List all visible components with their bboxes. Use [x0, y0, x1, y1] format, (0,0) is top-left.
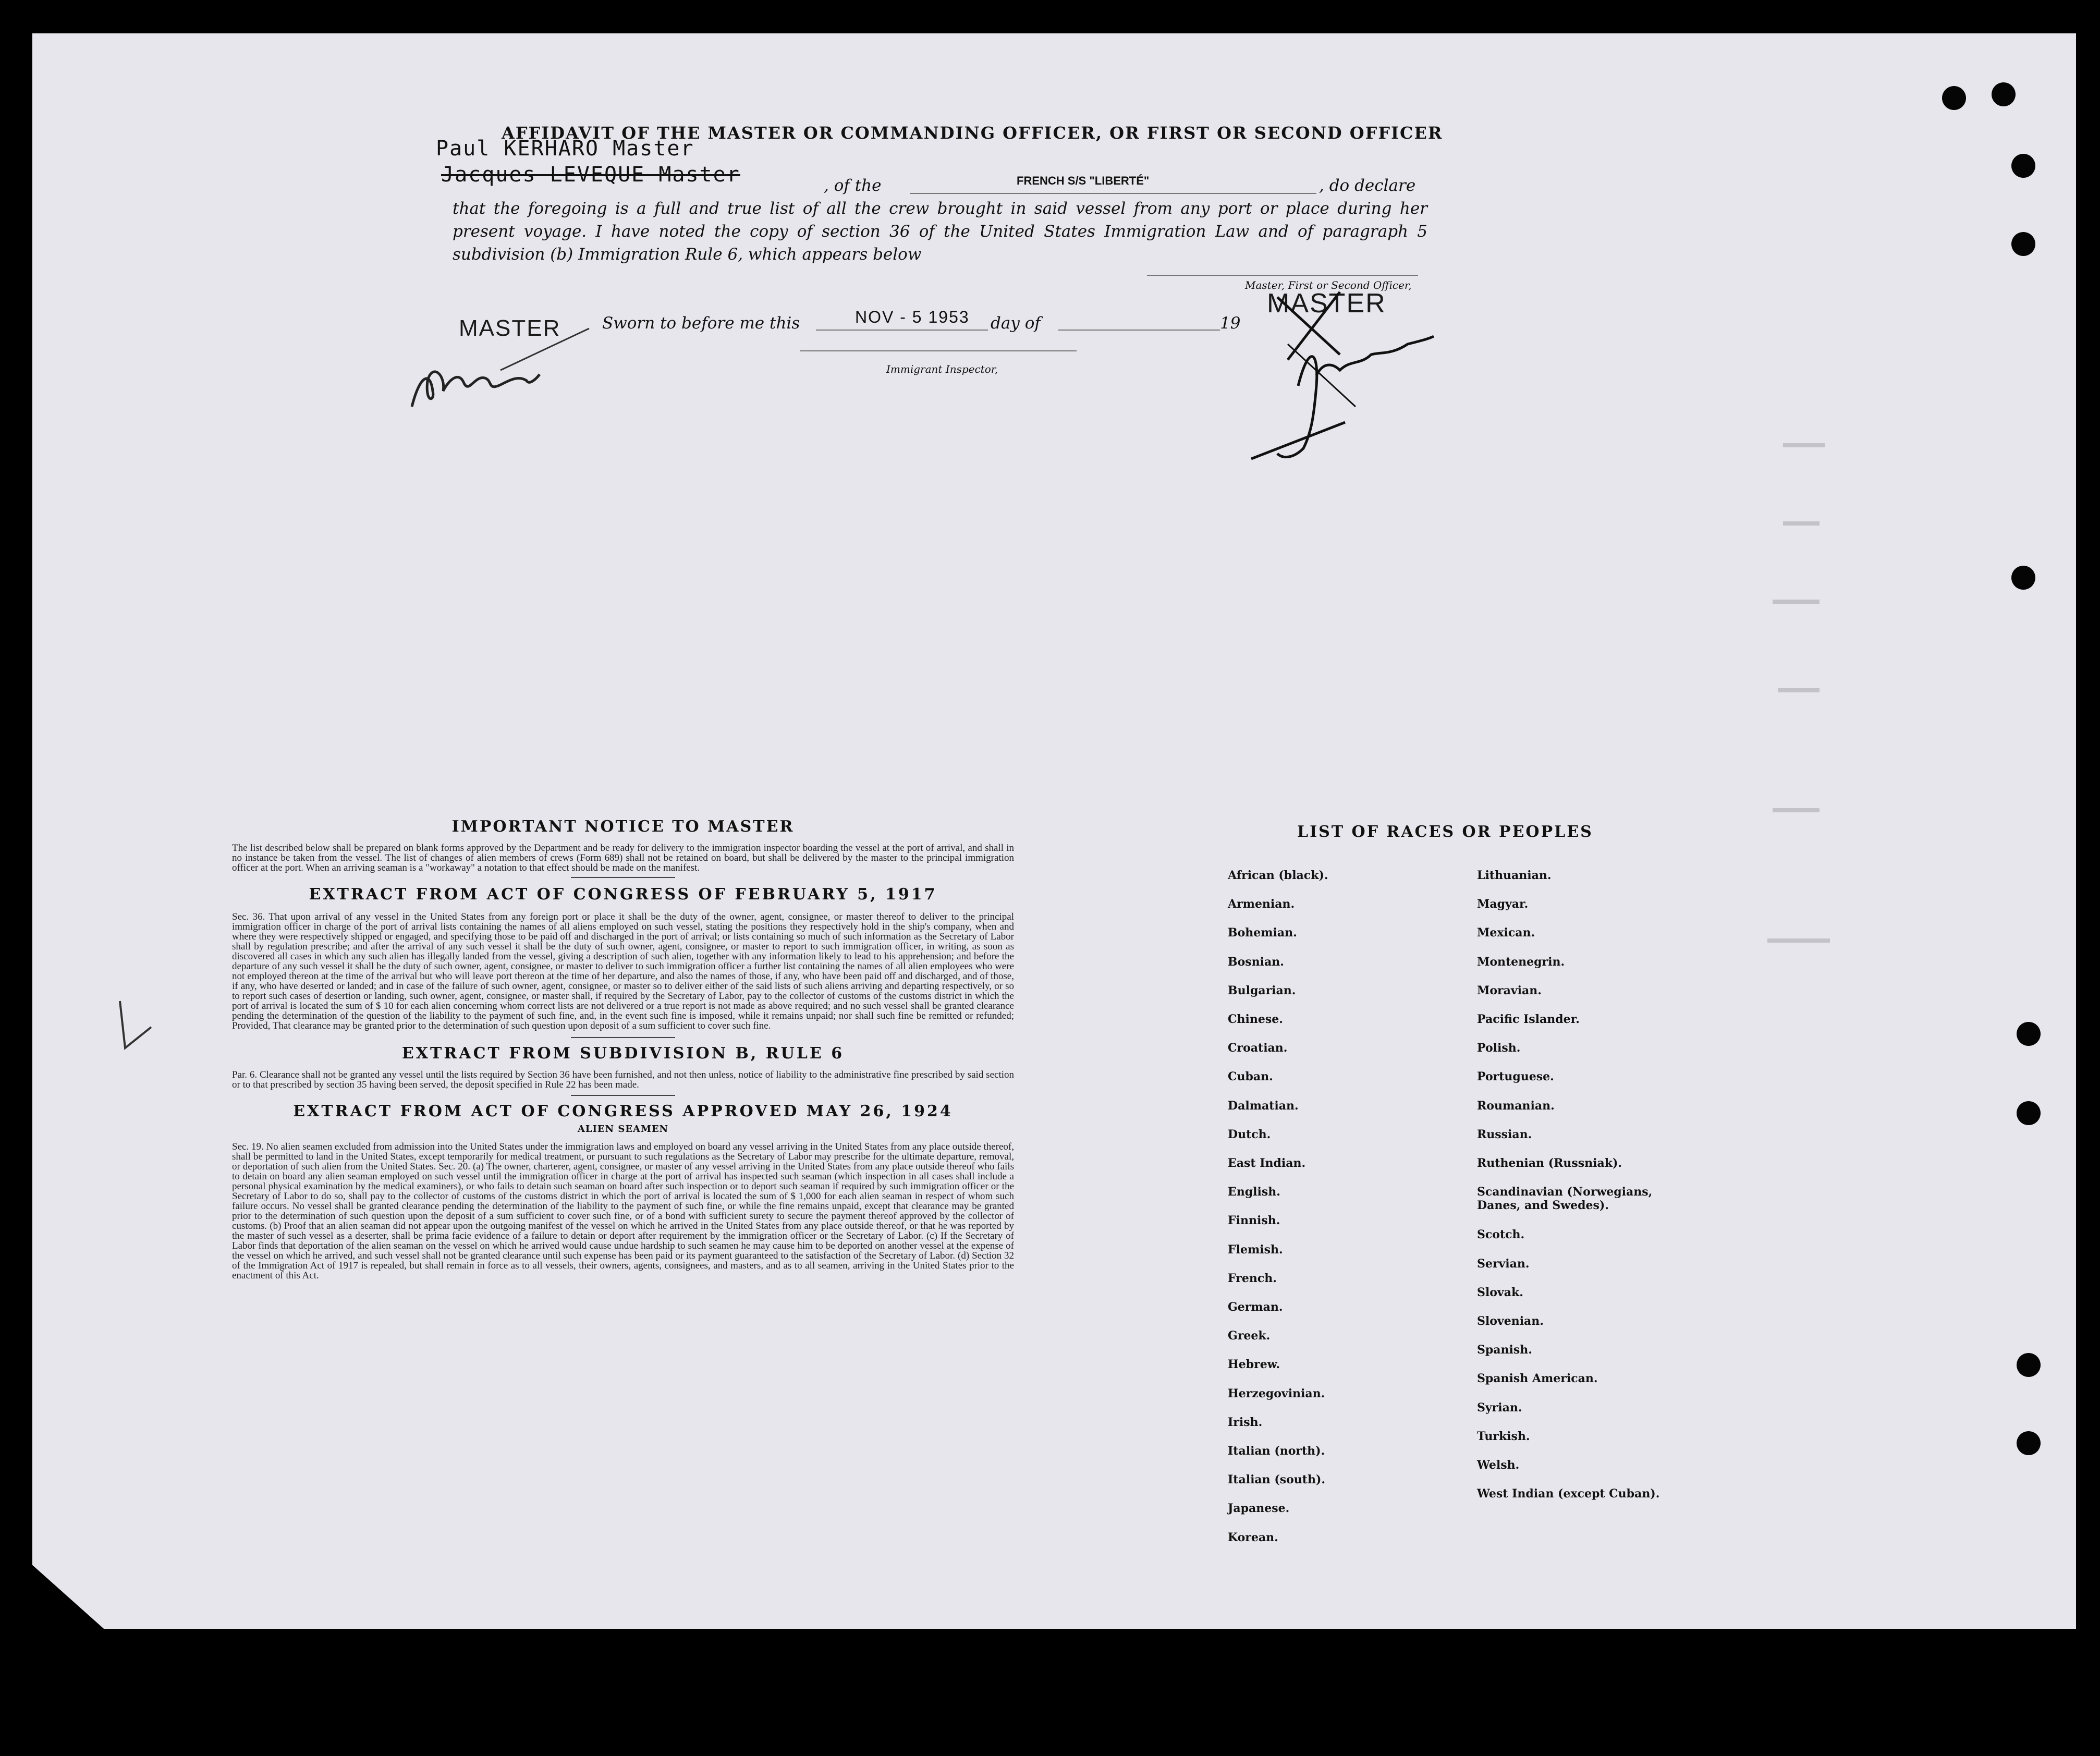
master-stamp-left: MASTER [459, 315, 561, 341]
race-entry: Spanish American. [1477, 1372, 1598, 1386]
race-entry: Welsh. [1477, 1458, 1520, 1472]
race-entry: Cuban. [1228, 1070, 1273, 1084]
bleed-through-mark [1773, 808, 1820, 812]
extract-1917-title: EXTRACT FROM ACT OF CONGRESS OF FEBRUARY 5, 1917 [309, 885, 937, 904]
race-entry: Irish. [1228, 1415, 1263, 1429]
punch-hole [2011, 566, 2035, 590]
affidavit-body: that the foregoing is a full and true list of all the crew brought in said vessel from any port or place during her present voyage. I have noted the copy of section 36 of the United States Immigration Law and of paragraph 5 subdivision (b) Immigration Rule 6, which appears below [453, 199, 1427, 264]
officer-signature-line [1147, 275, 1418, 276]
notice-paragraph: The list described below shall be prepared on blank forms approved by the Department and be ready for delivery to the immigration inspector boarding the vessel at the port of arrival, and shall in no instance be taken from the vessel. The list of changes of alien members of crews (Form 689) shall not be retained on board, but shall be delivered by the master to the principal immigration officer at the port. When an arriving seaman is a "workaway" a notation to that effect should be made on the manifest. [232, 843, 1014, 873]
extract-1924-text: Sec. 19. No alien seamen excluded from admission into the United States under the immigration laws and employed on board any vessel arriving in the United States from any place outside thereof, shall be permitted to land in the United States, except temporarily for medical treatment, or pursuant to such regulations as the Secretary of Labor may prescribe for the ultimate departure, removal, or deportation of such alien from the United States. Sec. 20. (a) The owner, charterer, agent, consignee, or master of any vessel arriving in the United States from any place outside thereof who fails to detain on board any alien seaman employed on such vessel until the immigration officer in charge at the port of arrival has inspected such seaman (which inspection in all cases shall include a personal physical examination by the medical examiners), or who fails to detain such seaman on board after such inspection or to deport such seaman if required by such immigration officer or the Secretary of Labor to do so, shall pay to the collector of customs of the customs district in which the port of arrival is located the sum of $ 1,000 for each alien seaman in respect of whom such failure occurs. No vessel shall be granted clearance pending the determination of the liability to the payment of such fine, or while the fine remains unpaid, except that clearance may be granted prior to the determination of such question upon the deposit of a sum sufficient to cover such fine, or of a bond with sufficient surety to secure the payment thereof approved by the collector of customs. (b) Proof that an alien seaman did not appear upon the outgoing manifest of the vessel on which he arrived in the United States from any place outside thereof, or that he was reported by the master of such vessel as a deserter, shall be prima facie evidence of a failure to detain or deport after requirement by the immigration officer or the Secretary of Labor. (c) If the Secretary of Labor finds that deportation of the alien seaman on the vessel on which he arrived would cause undue hardship to such seamen he may cause him to be deported on another vessel at the expense of the vessel on which he arrived, and such vessel shall not be granted clearance until such expense has been paid or its payment guaranteed to the satisfaction of the Secretary of Labor. (d) Section 32 of the Immigration Act of 1917 is repealed, but shall remain in force as to all vessels, their owners, agents, consignees, and masters, and as to all seamen, arriving in the United States prior to the enactment of this Act. [232, 1141, 1014, 1281]
race-entry: West Indian (except Cuban). [1477, 1487, 1660, 1501]
notice-column [232, 818, 1014, 1281]
extract-1917-text: Sec. 36. That upon arrival of any vessel in the United States from any foreign port or place it shall be the duty of the owner, agent, consignee, or master thereof to deliver to the principal immigration officer in charge of the port of arrival lists containing the names of all aliens employed on such vessel, stating the positions they respectively hold in the ship's company, when and where they were respectively shipped or engaged, and specifying those to be paid off and discharged in the port of arrival; or lists containing so much of such information as the Secretary of Labor shall by regulation prescribe; and after the arrival of any such vessel it shall be the duty of such owner, agent, consignee, or master to report to such immigration officer, in writing, as soon as discovered all cases in which any such alien has illegally landed from the vessel, giving a description of such alien, together with any information likely to lead to his apprehension; and before the departure of any such vessel it shall be the duty of such owner, agent, consignee, or master to deliver to such immigration officer a further list containing the names of all alien employees who were not employed thereon at the time of the arrival but who will leave port thereon at the time of her departure, and also the names of those, if any, who have been paid off and discharged, and of those, if any, who have deserted or landed; and in case of the failure of such owner, agent, consignee, or master so to deliver either of the said lists of such aliens arriving and departing respectively, or so to report such cases of desertion or landing, such owner, agent, consignee, or master shall, if required by the Secretary of Labor, pay to the collector of customs of the customs district in which the port of arrival is located the sum of $ 10 for each alien concerning whom correct lists are not delivered or a true report is not made as above required; and no such vessel shall be granted clearance pending the determination of the question of the liability to the payment of such fine, and, in the event such fine is imposed, while it remains unpaid; nor shall such fine be remitted or refunded; Provided, That clearance may be granted prior to the determination of such question upon deposit of a sum sufficient to cover such fine. [232, 911, 1014, 1031]
race-entry: African (black). [1228, 869, 1328, 882]
margin-tick-mark [109, 996, 156, 1053]
race-entry: Mexican. [1477, 926, 1535, 940]
race-entry: Spanish. [1477, 1343, 1532, 1357]
race-entry: Moravian. [1477, 983, 1542, 997]
race-entry: Montenegrin. [1477, 955, 1565, 969]
race-entry: East Indian. [1228, 1156, 1306, 1170]
year-prefix: 19 [1220, 314, 1241, 333]
punch-hole [2017, 1431, 2041, 1455]
vessel-name: FRENCH S/S "LIBERTÉ" [1017, 174, 1150, 187]
race-entry: Flemish. [1228, 1242, 1283, 1257]
inspector-signature-line [800, 350, 1077, 351]
race-entry: Bosnian. [1228, 955, 1284, 969]
typed-master-name: Paul KERHARO Master [436, 137, 694, 161]
race-entry: Scandinavian (Norwegians, Danes, and Swedes). [1477, 1185, 1653, 1213]
race-entry: Hebrew. [1228, 1358, 1280, 1372]
race-entry: English. [1228, 1185, 1280, 1199]
race-entry: Chinese. [1228, 1013, 1283, 1026]
race-entry: Korean. [1228, 1530, 1278, 1544]
bleed-through-mark [1783, 443, 1825, 447]
extract-rule6-title: EXTRACT FROM SUBDIVISION B, RULE 6 [401, 1044, 845, 1063]
race-entry: Magyar. [1477, 897, 1529, 911]
extract-1924-title: EXTRACT FROM ACT OF CONGRESS APPROVED MAY 26, 1924 [293, 1102, 953, 1120]
race-entry: French. [1228, 1271, 1277, 1285]
race-entry: German. [1228, 1300, 1283, 1314]
punch-hole [2011, 154, 2035, 178]
race-entry: Lithuanian. [1477, 869, 1552, 882]
race-entry: Slovak. [1477, 1285, 1523, 1299]
sworn-date: NOV - 5 1953 [855, 308, 970, 326]
race-entry: Syrian. [1477, 1400, 1522, 1414]
race-entry: Italian (south). [1228, 1473, 1326, 1487]
sworn-label: Sworn to before me this [602, 314, 800, 333]
extract-rule6-text: Par. 6. Clearance shall not be granted any vessel until the lists required by Section 36 have been furnished, and not then unless, notice of liability to the administrative fine prescribed by said section or to that prescribed by section 35 having been served, the deposit specified in Rule 22 has been made. [232, 1069, 1014, 1090]
race-entry: Japanese. [1228, 1502, 1290, 1516]
divider [571, 877, 675, 878]
punch-hole [2017, 1353, 2041, 1377]
officer-label: Master, First or Second Officer, [1245, 279, 1412, 291]
race-entry: Dutch. [1228, 1127, 1271, 1141]
races-title: LIST OF RACES OR PEOPLES [1297, 823, 1593, 841]
right-signature [1220, 282, 1439, 469]
master-stamp-right: MASTER [1267, 288, 1386, 319]
race-entry: Russian. [1477, 1127, 1532, 1141]
race-entry: Roumanian. [1477, 1099, 1555, 1113]
punch-hole [2011, 232, 2035, 256]
race-entry: Slovenian. [1477, 1314, 1544, 1328]
punch-hole [1992, 82, 2016, 106]
race-entry: Scotch. [1477, 1228, 1525, 1242]
race-entry: Dalmatian. [1228, 1099, 1299, 1113]
do-declare-label: , do declare [1319, 176, 1416, 195]
vessel-line [910, 193, 1316, 194]
inspector-label: Immigrant Inspector, [886, 363, 998, 375]
notice-title: IMPORTANT NOTICE TO MASTER [451, 818, 795, 836]
race-entry: Bohemian. [1228, 926, 1297, 940]
day-of-label: day of [991, 314, 1041, 333]
race-entry: Servian. [1477, 1257, 1530, 1271]
struck-master-name: Jacques LEVEQUE Master [441, 163, 740, 187]
punch-hole [2017, 1101, 2041, 1125]
race-entry: Armenian. [1228, 897, 1295, 911]
affidavit-heading: AFFIDAVIT OF THE MASTER OR COMMANDING OFFICER, OR FIRST OR SECOND OFFICER [502, 123, 1443, 143]
left-signature [396, 313, 594, 422]
sworn-date-line [816, 330, 988, 331]
punch-hole [1942, 86, 1966, 110]
race-entry: Croatian. [1228, 1041, 1288, 1055]
race-entry: Turkish. [1477, 1429, 1530, 1443]
bleed-through-mark [1773, 600, 1820, 604]
punch-hole [2017, 1022, 2041, 1046]
month-line [1058, 330, 1220, 331]
bleed-through-mark [1778, 688, 1820, 692]
divider [571, 1037, 675, 1038]
race-entry: Polish. [1477, 1041, 1521, 1055]
race-entry: Pacific Islander. [1477, 1013, 1580, 1026]
race-entry: Bulgarian. [1228, 983, 1296, 997]
bleed-through-mark [1783, 521, 1820, 526]
of-the-label: , of the [824, 176, 882, 195]
race-entry: Finnish. [1228, 1214, 1280, 1228]
extract-1924-subtitle: ALIEN SEAMEN [577, 1124, 669, 1135]
bleed-through-mark [1767, 938, 1830, 943]
race-entry: Herzegovinian. [1228, 1386, 1325, 1400]
divider [571, 1095, 675, 1096]
race-entry: Italian (north). [1228, 1444, 1325, 1458]
race-entry: Greek. [1228, 1329, 1271, 1343]
race-entry: Portuguese. [1477, 1070, 1554, 1084]
race-entry: Ruthenian (Russniak). [1477, 1156, 1622, 1170]
